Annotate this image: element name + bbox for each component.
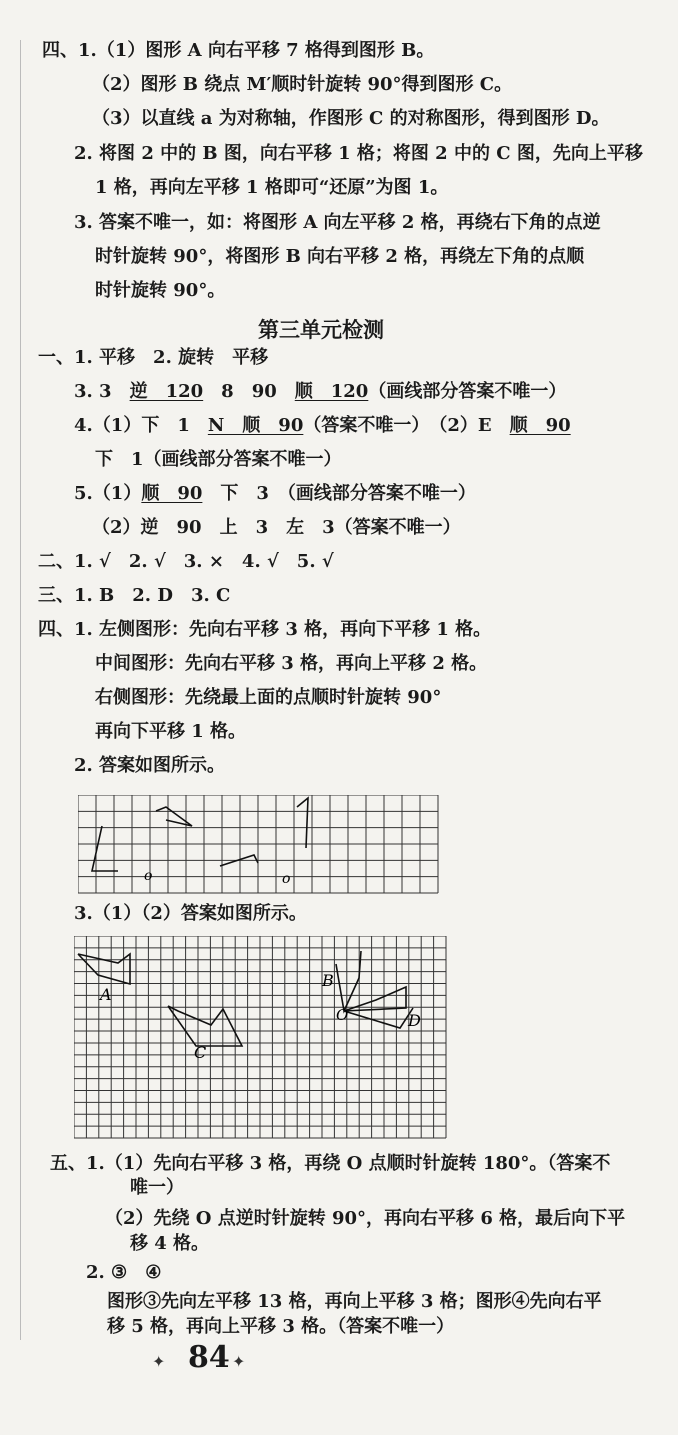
underlined-answer: 顺 90	[141, 483, 203, 504]
shape-right	[297, 798, 308, 848]
text-span: 8 90	[203, 381, 295, 402]
text-line: 2. ③ ④	[86, 1262, 162, 1283]
point-label: o	[144, 868, 153, 884]
text-line: 下 1（画线部分答案不唯一）	[95, 449, 342, 470]
text-line: （2）逆 90 上 3 左 3（答案不唯一）	[92, 517, 461, 538]
shape-D-label: D	[408, 1011, 421, 1030]
text-line: 时针旋转 90°，将图形 B 向右平移 2 格，再绕左下角的点顺	[95, 246, 585, 267]
text-line	[74, 381, 566, 403]
text-line	[74, 415, 571, 437]
decoration-icon: ✦	[152, 1352, 166, 1371]
point-O-label: O	[336, 1006, 349, 1024]
decoration-icon: ✦	[232, 1352, 246, 1371]
text-span: 4.（1）下 1	[74, 415, 208, 436]
text-line: 三、1. B 2. D 3. C	[38, 585, 231, 606]
text-line: 五、1.（1）先向右平移 3 格，再绕 O 点顺时针旋转 180°。（答案不	[50, 1153, 611, 1174]
text-line: 四、1. 左侧图形：先向右平移 3 格，再向下平移 1 格。	[38, 619, 492, 640]
text-line: （3）以直线 a 为对称轴，作图形 C 的对称图形，得到图形 D。	[92, 108, 610, 129]
text-line: 一、1. 平移 2. 旋转 平移	[38, 347, 269, 368]
text-line: 移 4 格。	[130, 1233, 210, 1254]
answer-grid-2	[74, 936, 448, 1140]
shape-C-label: C	[194, 1043, 207, 1062]
shape-B-label: B	[322, 971, 334, 990]
text-line: 右侧图形：先绕最上面的点顺时针旋转 90°	[95, 687, 442, 708]
text-line: 3.（1）（2）答案如图所示。	[74, 903, 307, 924]
text-line: 2. 将图 2 中的 B 图，向右平移 1 格；将图 2 中的 C 图，先向上平移	[74, 143, 643, 164]
text-line: 二、1. √ 2. √ 3. × 4. √ 5. √	[38, 551, 334, 572]
text-span: 下 3 （画线部分答案不唯一）	[202, 483, 476, 504]
text-line: 中间图形：先向右平移 3 格，再向上平移 2 格。	[95, 653, 488, 674]
text-line: 时针旋转 90°。	[95, 280, 226, 301]
text-span: （答案不唯一） （2）E	[303, 415, 510, 436]
text-span: （画线部分答案不唯一）	[368, 381, 567, 402]
shape-middle-top	[156, 807, 192, 826]
text-span: 5.（1）	[74, 483, 142, 504]
section-title: 第三单元检测	[258, 317, 384, 342]
text-line: 图形③先向左平移 13 格，再向上平移 3 格；图形④先向右平	[107, 1291, 602, 1312]
page-number: 84	[188, 1340, 230, 1375]
shape-A	[78, 954, 130, 984]
shape-C	[168, 1006, 242, 1046]
margin-line	[20, 40, 21, 1340]
answer-grid-1	[78, 795, 440, 895]
text-line: 2. 答案如图所示。	[74, 755, 226, 776]
point-label: o	[282, 871, 291, 887]
underlined-answer: N 顺 90	[207, 415, 304, 436]
underlined-answer: 逆 120	[129, 381, 204, 402]
text-line: （2）先绕 O 点逆时针旋转 90°，再向右平移 6 格，最后向下平	[105, 1208, 626, 1229]
text-line: 1 格，再向左平移 1 格即可“还原”为图 1。	[95, 177, 449, 198]
text-line: 四、1.（1）图形 A 向右平移 7 格得到图形 B。	[42, 40, 435, 61]
text-line: 再向下平移 1 格。	[95, 721, 247, 742]
shape-A-label: A	[100, 985, 112, 1004]
text-span: 3. 3	[74, 381, 130, 402]
text-line: 移 5 格，再向上平移 3 格。（答案不唯一）	[107, 1316, 455, 1337]
text-line: 唯一）	[130, 1177, 184, 1198]
text-line: （2）图形 B 绕点 M′顺时针旋转 90°得到图形 C。	[92, 74, 513, 95]
underlined-answer: 顺 90	[509, 415, 571, 436]
text-line: 3. 答案不唯一，如：将图形 A 向左平移 2 格，再绕右下角的点逆	[74, 212, 601, 233]
text-line	[74, 483, 476, 505]
underlined-answer: 顺 120	[294, 381, 369, 402]
